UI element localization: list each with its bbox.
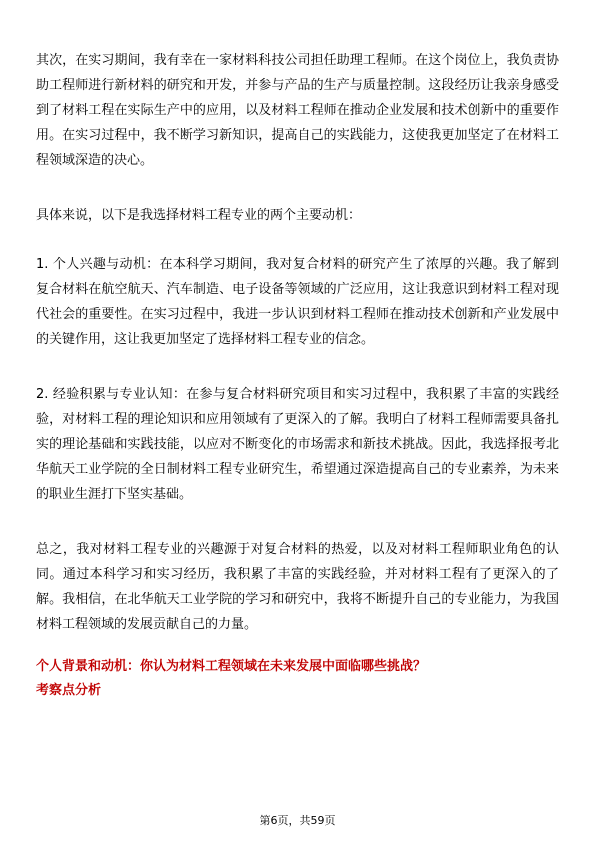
paragraph-motivation-experience: 2. 经验积累与专业认知：在参与复合材料研究项目和实习过程中，我积累了丰富的实践经验，对材料工程的理论知识和应用领域有了更深入的了解。我明白了材料工程师需要具备扎实的理论基础和实践技能，以应对不断变化的市场需求和新技术挑战。因此，我选择报考北华航天工业学院的全日制材料工程专业研究生，希望通过深造提高自己的专业素养，为未来的职业生涯打下坚实基础。 (36, 387, 559, 502)
question-heading: 个人背景和动机：你认为材料工程领域在未来发展中面临哪些挑战？ (36, 659, 427, 674)
paragraph-conclusion: 总之，我对材料工程专业的兴趣源于对复合材料的热爱，以及对材料工程师职业角色的认同。通过本科学习和实习经历，我积累了丰富的实践经验，并对材料工程有了更深入的了解。我相信，在北华航天工业学院的学习和研究中，我将不断提升自己的专业能力，为我国材料工程领域的发展贡献自己的力量。 (36, 542, 559, 632)
paragraph-motivation-interest: 1. 个人兴趣与动机：在本科学习期间，我对复合材料的研究产生了浓厚的兴趣。我了解到复合材料在航空航天、汽车制造、电子设备等领域的广泛应用，这让我意识到材料工程对现代社会的重要性。在实习过程中，我进一步认识到材料工程师在推动技术创新和产业发展中的关键作用，这让我更加坚定了选择材料工程专业的信念。 (36, 257, 559, 347)
paragraph-internship: 其次，在实习期间，我有幸在一家材料科技公司担任助理工程师。在这个岗位上，我负责协助工程师进行新材料的研究和开发，并参与产品的生产与质量控制。这段经历让我亲身感受到了材料工程在实际生产中的应用，以及材料工程师在推动企业发展和技术创新中的重要作用。在实习过程中，我不断学习新知识，提高自己的实践能力，这使我更加坚定了在材料工程领域深造的决心。 (36, 53, 559, 168)
page-number-footer: 第6页，共59页 (259, 814, 336, 827)
document-page (36, 48, 559, 703)
paragraph-motivation-intro: 具体来说，以下是我选择材料工程专业的两个主要动机： (36, 208, 362, 223)
analysis-heading: 考察点分析 (36, 683, 102, 698)
